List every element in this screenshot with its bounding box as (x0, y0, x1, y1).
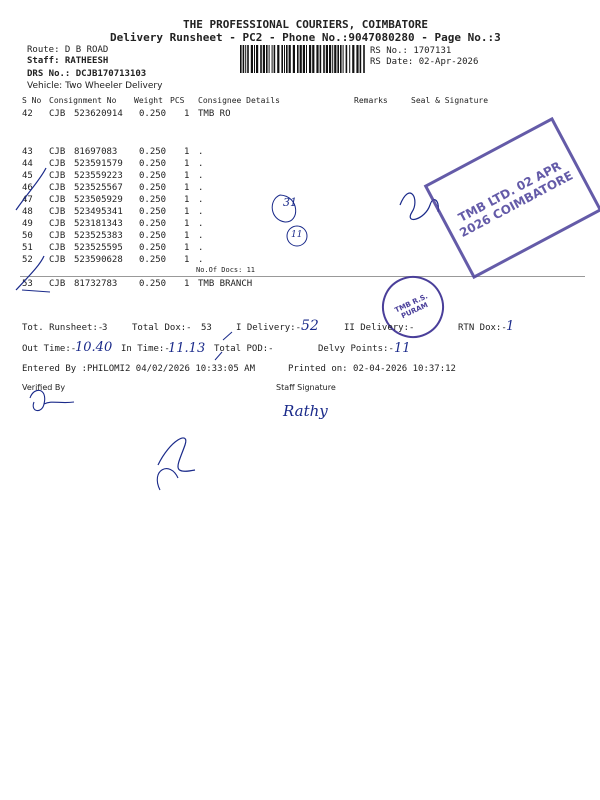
i-delivery-value: 52 (301, 318, 319, 334)
row-consignment: 81697083 (74, 147, 118, 157)
row-details: . (198, 243, 204, 253)
row-weight: 0.250 (139, 243, 167, 253)
out-time-value: 10.40 (75, 340, 113, 355)
row-weight: 0.250 (139, 219, 167, 229)
row-pcs: 1 (184, 109, 190, 119)
row-consignment: 523525567 (74, 183, 123, 193)
row-sno: 50 (22, 231, 33, 241)
delvy-points-label: Delvy Points:- (318, 344, 394, 354)
row-sno: 47 (22, 195, 33, 205)
row-weight: 0.250 (139, 147, 167, 157)
row-weight: 0.250 (139, 255, 167, 265)
row-prefix: CJB (49, 207, 66, 217)
row-consignment: 523620914 (74, 109, 123, 119)
row-sno: 42 (22, 109, 33, 119)
row-weight: 0.250 (139, 207, 167, 217)
circled-count: 11 (291, 230, 303, 240)
row-weight: 0.250 (139, 109, 167, 119)
row-sno: 53 (22, 279, 33, 289)
tot-runsheet-label: Tot. Runsheet:- (22, 323, 104, 333)
row-weight: 0.250 (139, 231, 167, 241)
total-dox-value: 53 (201, 323, 212, 333)
row-consignment: 523591579 (74, 159, 123, 169)
row-pcs: 1 (184, 195, 190, 205)
scribble-stroke (158, 438, 195, 471)
i-delivery-label: I Delivery:- (236, 323, 302, 333)
vehicle-label: Vehicle: Two Wheeler Delivery (27, 81, 163, 91)
row-weight: 0.250 (139, 183, 167, 193)
row-pcs: 1 (184, 219, 190, 229)
col-sno: S No (22, 96, 42, 105)
row-details: . (198, 195, 204, 205)
row-consignment: 523559223 (74, 171, 123, 181)
row-details: . (198, 171, 204, 181)
bank-stamp: TMB LTD. 02 APR 2026 COIMBATORE (424, 117, 600, 279)
row-prefix: CJB (49, 195, 66, 205)
verified-signature (30, 390, 74, 410)
runsheet-subtitle: Delivery Runsheet - PC2 - Phone No.:9047080280 - Page No.:3 (110, 31, 501, 44)
row-consignment: 523181343 (74, 219, 123, 229)
row-consignment: 81732783 (74, 279, 118, 289)
row-prefix: CJB (49, 183, 66, 193)
row-prefix: CJB (49, 255, 66, 265)
row-details: . (198, 231, 204, 241)
drs-number: DRS No.: DCJB170713103 (27, 69, 147, 79)
row-pcs: 1 (184, 147, 190, 157)
row-pcs: 1 (184, 279, 190, 289)
row-details: TMB BRANCH (198, 279, 253, 289)
col-consignment: Consignment No (49, 96, 117, 105)
total-dox-label: Total Dox:- (132, 323, 192, 333)
row-pcs: 1 (184, 243, 190, 253)
delvy-points-value: 11 (394, 341, 411, 356)
ii-delivery-label: II Delivery:- (344, 323, 415, 333)
col-seal: Seal & Signature (411, 96, 489, 105)
in-time-label: In Time:- (121, 344, 170, 354)
scribble-stroke (157, 469, 178, 490)
rtn-dox-label: RTN Dox:- (458, 323, 507, 333)
row-sno: 52 (22, 255, 33, 265)
row-pcs: 1 (184, 255, 190, 265)
row-consignment: 523525383 (74, 231, 123, 241)
row-consignment: 523505929 (74, 195, 123, 205)
row-details: . (198, 147, 204, 157)
no-of-docs: No.Of Docs: 11 (196, 266, 256, 274)
col-weight: Weight (134, 96, 163, 105)
route-label: Route: D B ROAD (27, 45, 109, 55)
row-prefix: CJB (49, 109, 66, 119)
row-details: . (198, 159, 204, 169)
checkmark-stroke (16, 256, 44, 290)
row-weight: 0.250 (139, 159, 167, 169)
row-sno: 49 (22, 219, 33, 229)
row-sno: 45 (22, 171, 33, 181)
row-details: . (198, 219, 204, 229)
row-details: . (198, 207, 204, 217)
printed-on: Printed on: 02-04-2026 10:37:12 (288, 364, 456, 374)
out-time-label: Out Time:- (22, 344, 77, 354)
staff-signature-label: Staff Signature (276, 383, 336, 392)
row-pcs: 1 (184, 231, 190, 241)
bracket-count: 31 (283, 196, 297, 209)
staff-signature: Rathy (283, 402, 328, 420)
row-weight: 0.250 (139, 279, 167, 289)
row-details: . (198, 255, 204, 265)
row-prefix: CJB (49, 171, 66, 181)
total-pod-label: Total POD:- (214, 344, 274, 354)
staff-label: Staff: RATHEESH (27, 56, 109, 66)
row-pcs: 1 (184, 207, 190, 217)
row-prefix: CJB (49, 159, 66, 169)
rtn-dox-value: 1 (506, 319, 515, 334)
verified-by-label: Verified By (22, 383, 66, 392)
col-pcs: PCS (170, 96, 185, 105)
row-pcs: 1 (184, 171, 190, 181)
row-prefix: CJB (49, 231, 66, 241)
row-details: . (198, 183, 204, 193)
entered-by: Entered By :PHILOMI2 04/02/2026 10:33:05 AM (22, 364, 255, 374)
row-weight: 0.250 (139, 171, 167, 181)
row-prefix: CJB (49, 279, 66, 289)
col-remarks: Remarks (354, 96, 388, 105)
row-pcs: 1 (184, 159, 190, 169)
row-sno: 51 (22, 243, 33, 253)
row-weight: 0.250 (139, 195, 167, 205)
company-title: THE PROFESSIONAL COURIERS, COIMBATORE (183, 18, 429, 31)
rs-number: RS No.: 1707131 (370, 46, 452, 56)
row-sno: 43 (22, 147, 33, 157)
tot-runsheet-value: 3 (102, 323, 108, 333)
row-pcs: 1 (184, 183, 190, 193)
round-stamp: TMB R.S. PURAM (372, 266, 454, 348)
row-prefix: CJB (49, 147, 66, 157)
rs-date: RS Date: 02-Apr-2026 (370, 57, 479, 67)
in-time-value: 11.13 (168, 341, 206, 356)
row-sno: 48 (22, 207, 33, 217)
col-consignee: Consignee Details (198, 96, 280, 105)
underline-stroke (22, 290, 50, 292)
checkmark-stroke (16, 168, 46, 210)
row-sno: 44 (22, 159, 33, 169)
row-sno: 46 (22, 183, 33, 193)
row-prefix: CJB (49, 219, 66, 229)
row-consignment: 523495341 (74, 207, 123, 217)
row-details: TMB RO (198, 109, 231, 119)
row-consignment: 523590628 (74, 255, 123, 265)
row-prefix: CJB (49, 243, 66, 253)
row-consignment: 523525595 (74, 243, 123, 253)
